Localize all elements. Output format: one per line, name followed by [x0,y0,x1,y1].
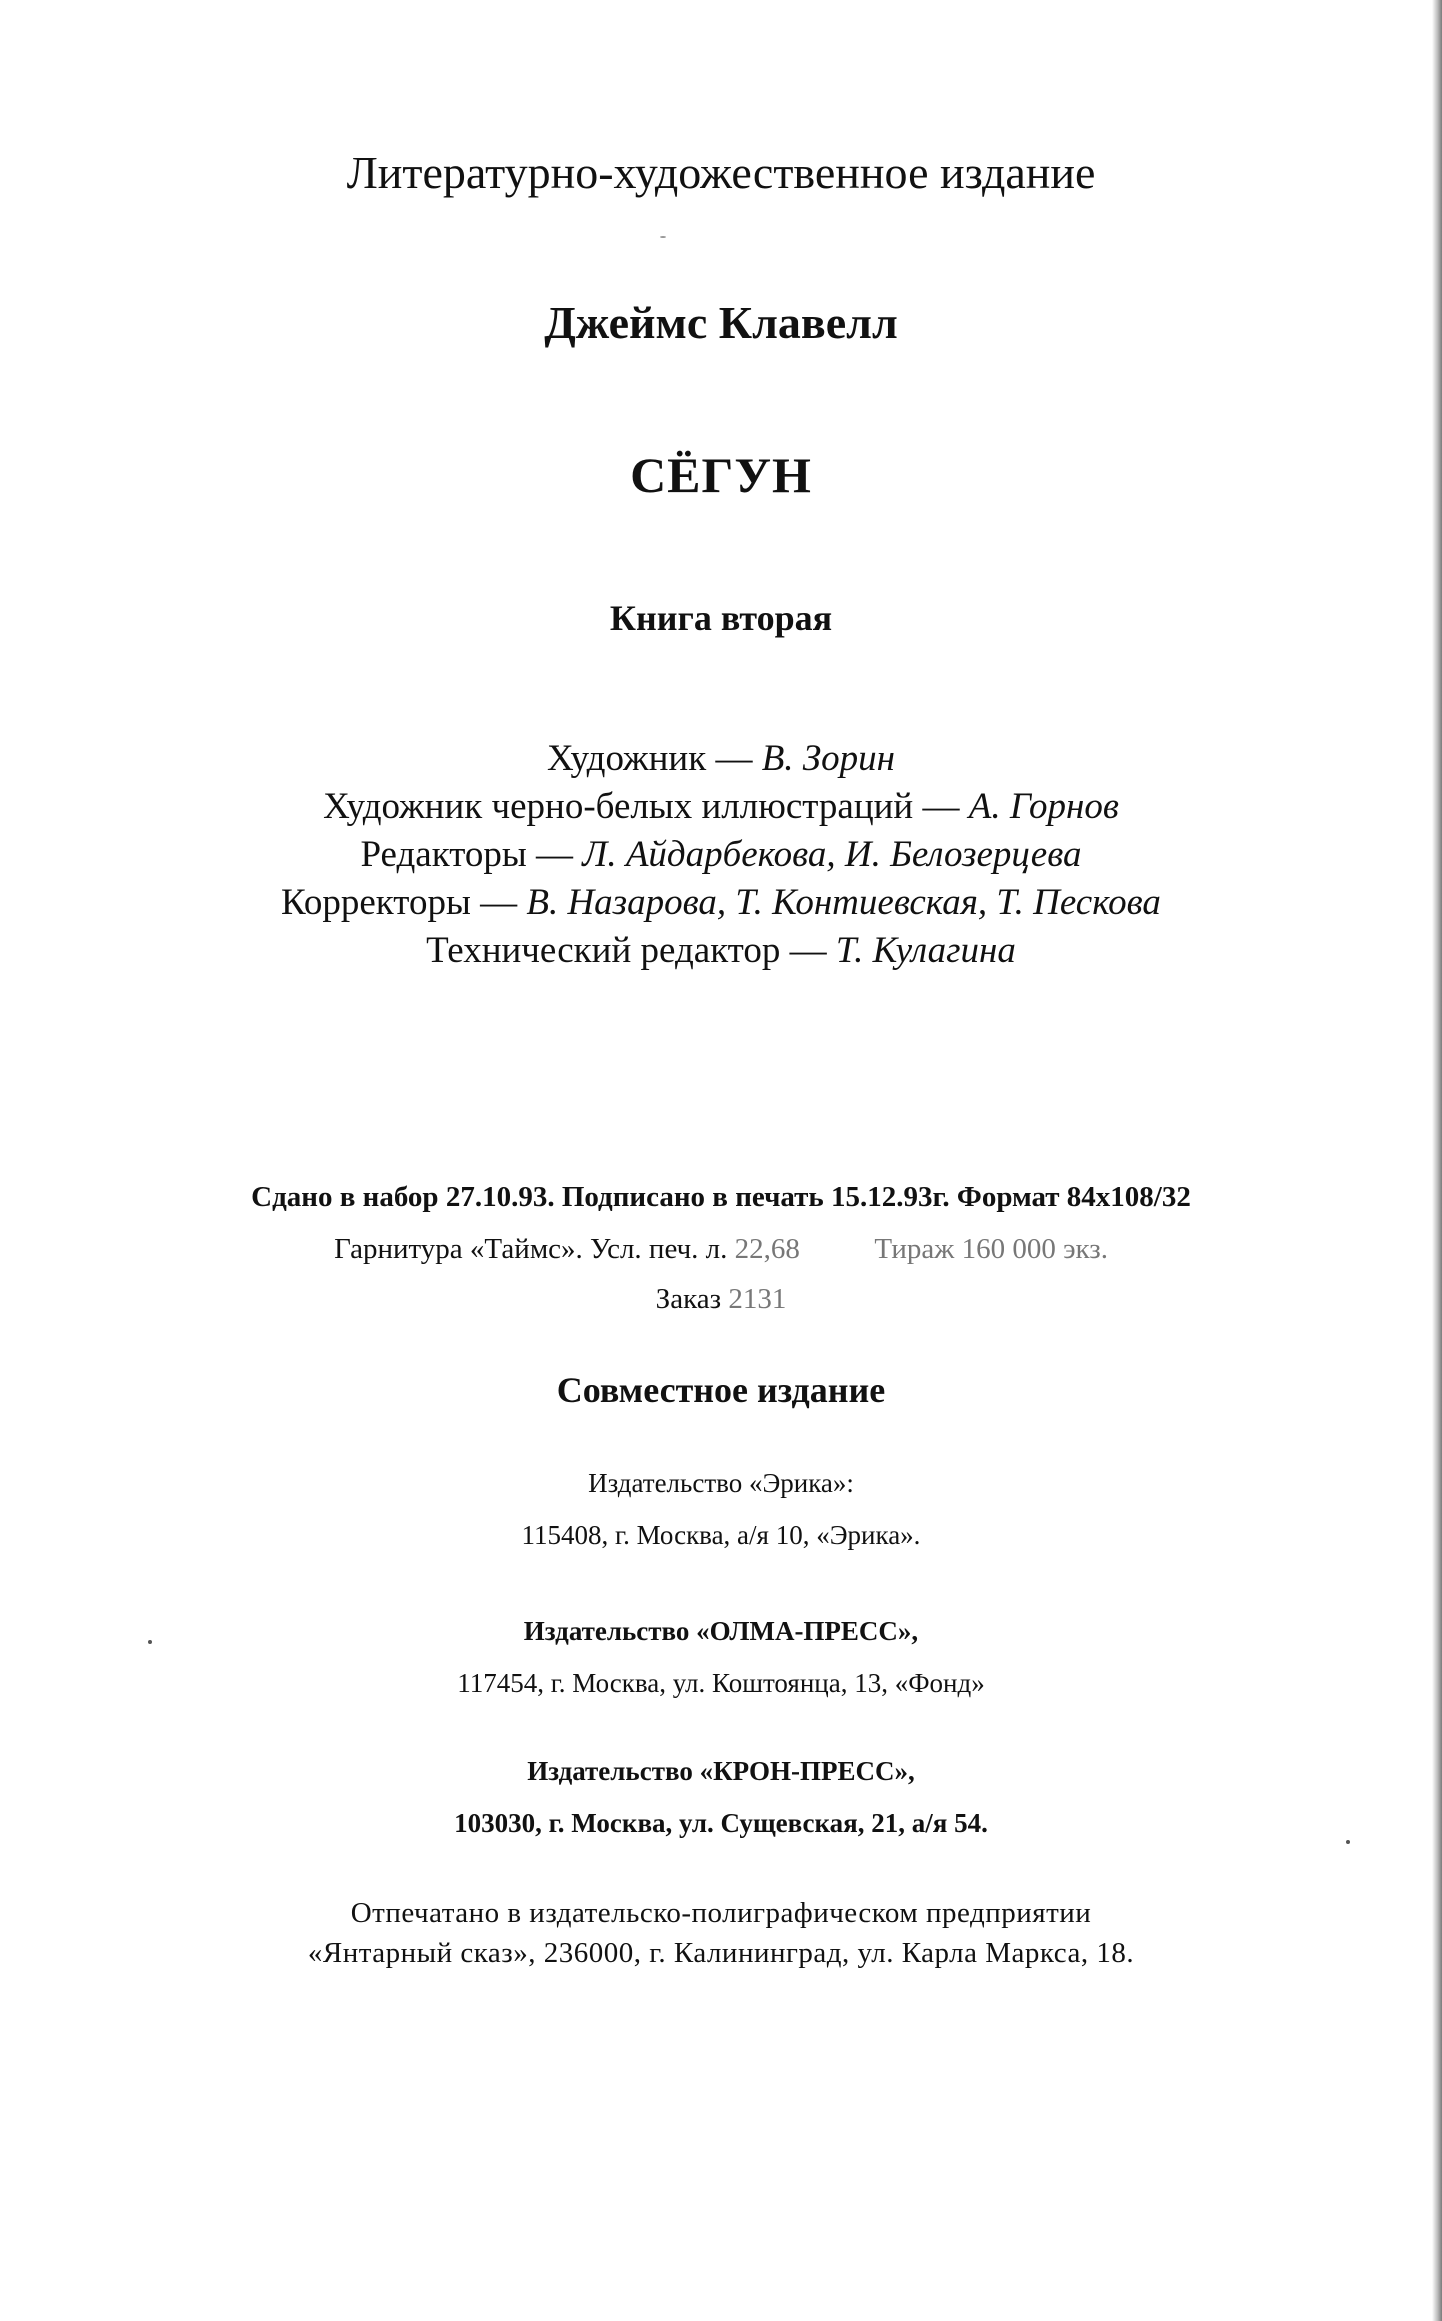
printer-info [0,1893,1442,1973]
publisher-name: Издательство «ОЛМА-ПРЕСС», [523,1616,919,1646]
imprint-order-value: 2131 [728,1283,787,1315]
imprint-run-label: Тираж [874,1233,955,1265]
printer-line: Отпечатано в издательско-полиграфическом предприятии [350,1897,1092,1929]
credit-role: Корректоры — [281,882,527,923]
credit-names: Л. Айдарбекова, И. Белозерцева [582,834,1082,875]
publisher-name: Издательство «КРОН-ПРЕСС», [527,1756,915,1786]
credit-tech-editor [0,927,1442,975]
page-edge-shadow [1432,0,1442,2321]
coedition-heading: Совместное издание [556,1370,886,1410]
publisher-address: 103030, г. Москва, ул. Сущевская, 21, а/я 54. [454,1808,988,1838]
credit-editors [0,831,1442,879]
credit-names: В. Зорин [761,738,895,779]
imprint-order-label: Заказ [655,1283,722,1315]
credit-role: Редакторы — [360,834,583,875]
credit-role: Художник — [547,738,762,779]
scan-speck [660,236,666,238]
credits-block [0,735,1442,975]
publisher-address: 117454, г. Москва, ул. Коштоянца, 13, «Фонд» [457,1668,985,1698]
credit-names: Т. Кулагина [835,930,1016,971]
credit-role: Технический редактор — [426,930,836,971]
scan-speck [148,1640,152,1644]
imprint-typeface: Гарнитура «Таймс». Усл. печ. л. [334,1233,728,1265]
credit-names: В. Назарова, Т. Контиевская, Т. Пескова [526,882,1161,923]
publisher-address: 115408, г. Москва, а/я 10, «Эрика». [521,1520,921,1550]
credit-names: А. Горнов [968,786,1119,827]
imprint-dates-format: Сдано в набор 27.10.93. Подписано в печать 15.12.93г. Формат 84х108/32 [251,1181,1191,1213]
credit-role: Художник черно-белых иллюстраций — [323,786,969,827]
series-title: Литературно-художественное издание [346,147,1096,198]
printer-line: «Янтарный сказ», 236000, г. Калининград, ул. Карла Маркса, 18. [307,1937,1135,1969]
imprint-run-value: 160 000 экз. [961,1233,1108,1265]
imprint-typeface-run [0,1235,1442,1264]
imprint-order [0,1285,1442,1314]
scan-speck [1346,1840,1350,1844]
credit-artist [0,735,1442,783]
credit-illustrator [0,783,1442,831]
publisher-name: Издательство «Эрика»: [588,1468,854,1498]
author-name: Джеймс Клавелл [544,297,898,348]
imprint-sheets: 22,68 [734,1233,800,1265]
book-title: СЁГУН [630,447,812,503]
credit-proofreaders [0,879,1442,927]
book-subtitle: Книга вторая [609,598,833,638]
